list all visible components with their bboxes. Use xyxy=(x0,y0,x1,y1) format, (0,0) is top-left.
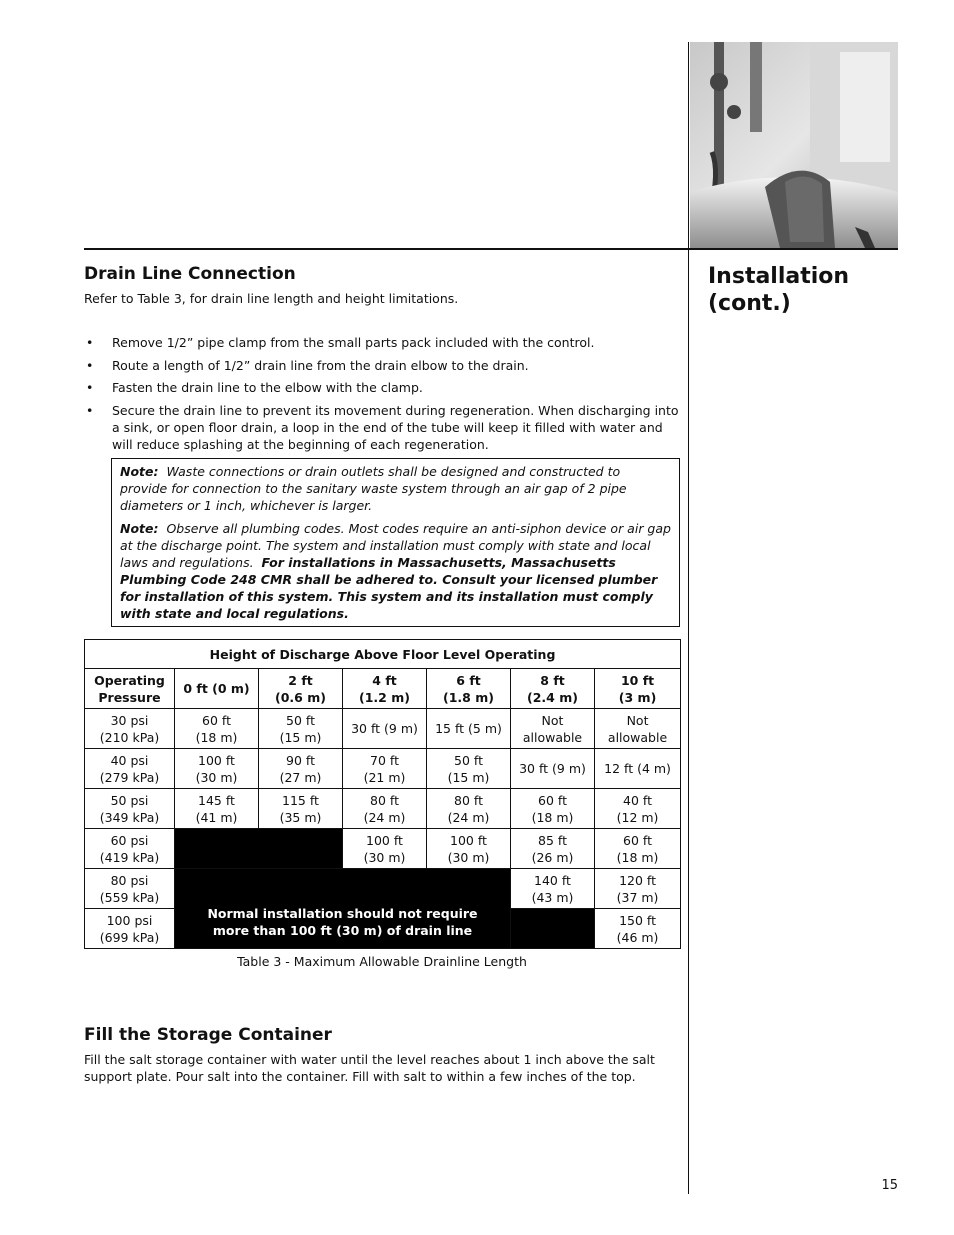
black-cell xyxy=(511,909,595,949)
bullet-icon: • xyxy=(86,357,94,373)
bullet-icon: • xyxy=(86,335,94,350)
black-cell xyxy=(175,829,343,869)
storage-section xyxy=(84,1024,680,1085)
table-cell: 70 ft (21 m) xyxy=(343,749,427,789)
table-cell: 120 ft (37 m) xyxy=(595,869,681,909)
black-message-cell: Normal installation should not require more than 100 ft (30 m) of drain line xyxy=(175,869,511,949)
table-cell: 115 ft (35 m) xyxy=(259,789,343,829)
drainline-table xyxy=(84,639,681,949)
horizontal-rule xyxy=(84,248,898,250)
column-header: 4 ft (1.2 m) xyxy=(343,669,427,709)
column-header: 8 ft (2.4 m) xyxy=(511,669,595,709)
table-caption-header: Height of Discharge Above Floor Level Operating xyxy=(85,640,681,669)
table-cell: 80 psi (559 kPa) xyxy=(85,869,175,909)
table-cell: 15 ft (5 m) xyxy=(427,709,511,749)
vertical-rule xyxy=(688,42,689,1194)
list-item: • Fasten the drain line to the elbow with the clamp. xyxy=(86,380,423,395)
list-item: • Route a length of 1/2” drain line from the drain elbow to the drain. xyxy=(86,357,529,373)
table-cell: 40 ft (12 m) xyxy=(595,789,681,829)
column-header: Operating Pressure xyxy=(85,669,175,709)
table-cell: 60 psi (419 kPa) xyxy=(85,829,175,869)
main-content xyxy=(84,263,680,1085)
column-header: 6 ft (1.8 m) xyxy=(427,669,511,709)
table-row xyxy=(85,829,681,869)
table-cell: 40 psi (279 kPa) xyxy=(85,749,175,789)
table-cell: 60 ft (18 m) xyxy=(595,829,681,869)
table-cell: 30 psi (210 kPa) xyxy=(85,709,175,749)
table-cell: 140 ft (43 m) xyxy=(511,869,595,909)
table-row xyxy=(85,789,681,829)
table-caption: Table 3 - Maximum Allowable Drainline Length xyxy=(237,954,527,969)
table-cell: Not allowable xyxy=(595,709,681,749)
table-cell: 100 psi (699 kPa) xyxy=(85,909,175,949)
column-header: 10 ft (3 m) xyxy=(595,669,681,709)
table-cell: 100 ft (30 m) xyxy=(175,749,259,789)
table-cell: Not allowable xyxy=(511,709,595,749)
drain-intro: Refer to Table 3, for drain line length and height limitations. xyxy=(84,291,459,306)
note-1: Note: Waste connections or drain outlets shall be designed and constructed to provide for connection to the sanitary waste system through an air gap of 2 pipe diameters or 1 inch, whichever is larger. xyxy=(120,464,627,513)
note-2: Note: Observe all plumbing codes. Most codes require an anti-siphon device or air gap at the discharge point. The system and installation must comply with state and local laws and regulations. For installations in Massachusetts, Massachusetts Plumbing Code 248 CMR shall be adhered to. Consult your licensed plumber for installation of this system. This system and its installation must comply with state and local regulations. xyxy=(120,521,671,621)
table-cell: 50 ft (15 m) xyxy=(259,709,343,749)
page-number: 15 xyxy=(881,1178,898,1193)
table-cell: 100 ft (30 m) xyxy=(427,829,511,869)
table-row xyxy=(85,869,681,909)
drain-heading: Drain Line Connection xyxy=(84,264,296,284)
table-cell: 150 ft (46 m) xyxy=(595,909,681,949)
table-cell: 50 ft (15 m) xyxy=(427,749,511,789)
column-header: 2 ft (0.6 m) xyxy=(259,669,343,709)
table-cell: 30 ft (9 m) xyxy=(343,709,427,749)
table-row xyxy=(85,709,681,749)
table-cell: 80 ft (24 m) xyxy=(427,789,511,829)
storage-heading: Fill the Storage Container xyxy=(84,1025,332,1045)
bathtub-photo xyxy=(690,42,898,248)
table-cell: 30 ft (9 m) xyxy=(511,749,595,789)
table-cell: 12 ft (4 m) xyxy=(595,749,681,789)
bullet-icon: • xyxy=(86,380,94,395)
column-header: 0 ft (0 m) xyxy=(175,669,259,709)
drain-bullet-list xyxy=(84,334,680,453)
table-header-row xyxy=(85,669,681,709)
bullet-icon: • xyxy=(86,402,94,418)
table-cell: 50 psi (349 kPa) xyxy=(85,789,175,829)
table-cell: 60 ft (18 m) xyxy=(175,709,259,749)
list-item: • Secure the drain line to prevent its movement during regeneration. When discharging into a sink, or open floor drain, a loop in the end of the tube will keep it filled with water and will reduce splashing at the beginning of each regeneration. xyxy=(86,402,679,452)
table-cell: 60 ft (18 m) xyxy=(511,789,595,829)
table-cell: 90 ft (27 m) xyxy=(259,749,343,789)
note-box xyxy=(111,458,680,627)
section-title: Installation (cont.) xyxy=(708,264,850,316)
storage-text: Fill the salt storage container with water until the level reaches about 1 inch above the salt support plate. Pour salt into the container. Fill with salt to within a few inches of the top. xyxy=(84,1052,655,1084)
table-row xyxy=(85,749,681,789)
table-cell: 100 ft (30 m) xyxy=(343,829,427,869)
list-item: • Remove 1/2” pipe clamp from the small parts pack included with the control. xyxy=(86,335,595,350)
table-cell: 85 ft (26 m) xyxy=(511,829,595,869)
table-cell: 145 ft (41 m) xyxy=(175,789,259,829)
table-cell: 80 ft (24 m) xyxy=(343,789,427,829)
